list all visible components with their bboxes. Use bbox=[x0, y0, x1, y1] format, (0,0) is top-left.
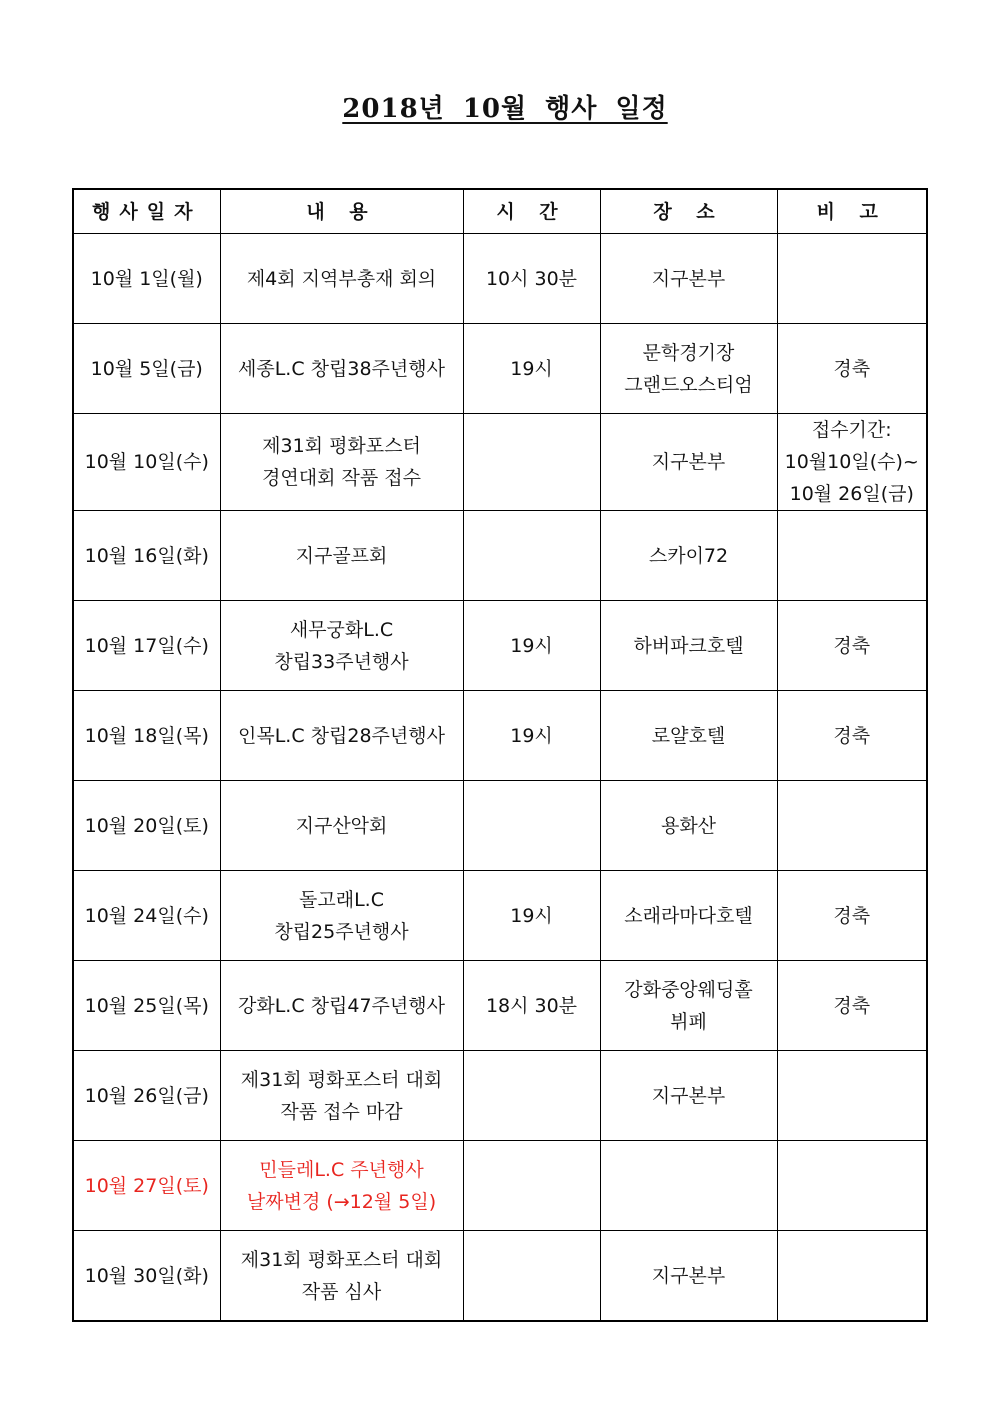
cell-time-text: 18시 30분 bbox=[485, 994, 578, 1017]
cell-time bbox=[463, 961, 600, 1051]
table-row bbox=[73, 324, 927, 414]
cell-date-text: 10월 10일(수) bbox=[84, 451, 209, 473]
cell-date bbox=[73, 691, 220, 781]
cell-content-text: 제31회 평화포스터 경연대회 작품 접수 bbox=[262, 435, 421, 489]
cell-time bbox=[463, 1141, 600, 1231]
cell-time bbox=[463, 414, 600, 511]
cell-date-text: 10월 24일(수) bbox=[84, 904, 209, 927]
header-note: 비 고 bbox=[777, 189, 927, 234]
cell-content bbox=[220, 511, 463, 601]
cell-place bbox=[600, 871, 777, 961]
cell-place-text: 지구본부 bbox=[651, 267, 726, 290]
cell-place-text: 스카이72 bbox=[648, 544, 729, 567]
cell-time-text: 19시 bbox=[510, 634, 553, 657]
table-row bbox=[73, 1231, 927, 1322]
cell-note bbox=[777, 691, 927, 781]
cell-content bbox=[220, 871, 463, 961]
cell-content-text: 제31회 평화포스터 대회 작품 심사 bbox=[240, 1248, 443, 1303]
cell-place-text: 용화산 bbox=[660, 814, 717, 837]
cell-time-text: 10시 30분 bbox=[485, 267, 578, 290]
cell-place bbox=[600, 234, 777, 324]
table-row bbox=[73, 1051, 927, 1141]
cell-time bbox=[463, 871, 600, 961]
cell-content bbox=[220, 1231, 463, 1322]
cell-date bbox=[73, 511, 220, 601]
cell-time bbox=[463, 511, 600, 601]
cell-note-text: 경축 bbox=[833, 724, 871, 747]
cell-date-text: 10월 20일(토) bbox=[84, 814, 209, 837]
cell-time-text: 19시 bbox=[510, 724, 553, 747]
cell-date bbox=[73, 414, 220, 511]
cell-date-text: 10월 30일(화) bbox=[84, 1264, 209, 1287]
cell-note-text: 경축 bbox=[833, 634, 871, 657]
cell-date bbox=[73, 1051, 220, 1141]
table-row bbox=[73, 691, 927, 781]
cell-note bbox=[777, 414, 927, 511]
cell-place-text: 강화중앙웨딩홀 뷔페 bbox=[624, 978, 753, 1033]
cell-content-text: 인목L.C 창립28주년행사 bbox=[238, 724, 445, 747]
page-title bbox=[0, 88, 992, 125]
cell-content-text: 민들레L.C 주년행사 날짜변경 (→12월 5일) bbox=[246, 1158, 437, 1213]
cell-place bbox=[600, 324, 777, 414]
cell-content bbox=[220, 1141, 463, 1231]
schedule-table-body bbox=[73, 234, 927, 1322]
cell-note bbox=[777, 781, 927, 871]
cell-place-text: 지구본부 bbox=[651, 451, 726, 473]
header-content: 내 용 bbox=[220, 189, 463, 234]
cell-place bbox=[600, 691, 777, 781]
cell-content bbox=[220, 324, 463, 414]
cell-content bbox=[220, 691, 463, 781]
schedule-table bbox=[72, 188, 928, 1322]
table-row bbox=[73, 234, 927, 324]
cell-date-text: 10월 27일(토) bbox=[84, 1174, 209, 1197]
cell-time bbox=[463, 691, 600, 781]
cell-date bbox=[73, 871, 220, 961]
cell-note-text: 경축 bbox=[833, 904, 871, 927]
cell-note bbox=[777, 511, 927, 601]
cell-date bbox=[73, 1141, 220, 1231]
table-row bbox=[73, 1141, 927, 1231]
cell-date bbox=[73, 961, 220, 1051]
cell-date-text: 10월 1일(월) bbox=[90, 267, 203, 290]
cell-note bbox=[777, 1141, 927, 1231]
cell-date-text: 10월 25일(목) bbox=[84, 994, 209, 1017]
cell-place bbox=[600, 1231, 777, 1322]
cell-note bbox=[777, 601, 927, 691]
cell-note bbox=[777, 871, 927, 961]
cell-time bbox=[463, 234, 600, 324]
cell-place bbox=[600, 1141, 777, 1231]
cell-place bbox=[600, 414, 777, 511]
cell-content bbox=[220, 961, 463, 1051]
cell-content-text: 제4회 지역부총재 회의 bbox=[246, 267, 437, 290]
header-time: 시 간 bbox=[463, 189, 600, 234]
cell-date-text: 10월 17일(수) bbox=[84, 634, 209, 657]
schedule-table-header bbox=[73, 189, 927, 234]
table-row bbox=[73, 511, 927, 601]
table-row bbox=[73, 781, 927, 871]
cell-place bbox=[600, 781, 777, 871]
cell-content-text: 강화L.C 창립47주년행사 bbox=[238, 994, 445, 1017]
cell-content bbox=[220, 1051, 463, 1141]
table-row bbox=[73, 601, 927, 691]
cell-date bbox=[73, 781, 220, 871]
cell-place-text: 소래라마다호텔 bbox=[624, 904, 753, 927]
cell-place-text: 문학경기장 그랜드오스티엄 bbox=[624, 341, 753, 396]
cell-date-text: 10월 18일(목) bbox=[84, 724, 209, 747]
page-title-text: 2018년 10월 행사 일정 bbox=[342, 94, 668, 124]
cell-note bbox=[777, 324, 927, 414]
cell-date bbox=[73, 1231, 220, 1322]
cell-place-text: 지구본부 bbox=[651, 1084, 726, 1107]
header-date: 행사일자 bbox=[73, 189, 220, 234]
cell-date-text: 10월 5일(금) bbox=[90, 357, 203, 380]
cell-place bbox=[600, 961, 777, 1051]
cell-note bbox=[777, 234, 927, 324]
cell-time-text: 19시 bbox=[510, 904, 553, 927]
cell-note-text: 경축 bbox=[833, 357, 871, 380]
cell-place-text: 하버파크호텔 bbox=[633, 634, 744, 657]
table-row bbox=[73, 871, 927, 961]
cell-note bbox=[777, 1051, 927, 1141]
header-place: 장 소 bbox=[600, 189, 777, 234]
cell-note bbox=[777, 1231, 927, 1322]
cell-note-text: 경축 bbox=[833, 994, 871, 1017]
cell-content bbox=[220, 781, 463, 871]
cell-content-text: 지구산악회 bbox=[295, 814, 388, 837]
cell-content bbox=[220, 414, 463, 511]
cell-date-text: 10월 26일(금) bbox=[84, 1084, 209, 1107]
cell-place bbox=[600, 601, 777, 691]
cell-content-text: 돌고래L.C 창립25주년행사 bbox=[274, 888, 409, 943]
cell-place-text: 로얄호텔 bbox=[651, 724, 726, 747]
cell-note bbox=[777, 961, 927, 1051]
header-row bbox=[73, 189, 927, 234]
cell-content-text: 제31회 평화포스터 대회 작품 접수 마감 bbox=[240, 1068, 443, 1123]
table-row bbox=[73, 414, 927, 511]
cell-time-text: 19시 bbox=[510, 357, 553, 380]
cell-date bbox=[73, 601, 220, 691]
cell-time bbox=[463, 1051, 600, 1141]
cell-content bbox=[220, 234, 463, 324]
cell-note-text: 접수기간: 10월10일(수)~ 10월 26일(금) bbox=[784, 419, 919, 505]
cell-time bbox=[463, 601, 600, 691]
cell-date bbox=[73, 234, 220, 324]
cell-place bbox=[600, 511, 777, 601]
cell-time bbox=[463, 781, 600, 871]
cell-content bbox=[220, 601, 463, 691]
cell-content-text: 지구골프회 bbox=[295, 544, 388, 567]
cell-place bbox=[600, 1051, 777, 1141]
cell-content-text: 새무궁화L.C 창립33주년행사 bbox=[274, 618, 409, 673]
table-row bbox=[73, 961, 927, 1051]
cell-time bbox=[463, 1231, 600, 1322]
cell-time bbox=[463, 324, 600, 414]
cell-content-text: 세종L.C 창립38주년행사 bbox=[238, 357, 445, 380]
cell-place-text: 지구본부 bbox=[651, 1264, 726, 1287]
cell-date-text: 10월 16일(화) bbox=[84, 544, 209, 567]
cell-date bbox=[73, 324, 220, 414]
